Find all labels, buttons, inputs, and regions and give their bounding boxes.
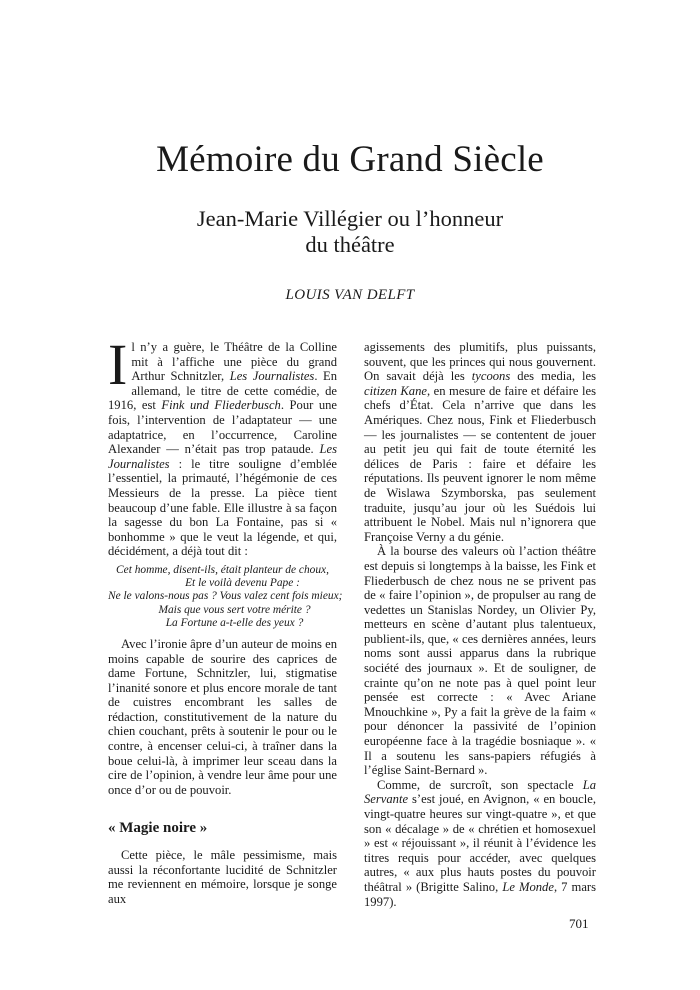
verse-line: Et le voilà devenu Pape : — [185, 577, 300, 590]
subtitle-line-1: Jean-Marie Villégier ou l’honneur — [196, 206, 504, 231]
paragraph: À la bourse des valeurs où l’action théâtre est depuis si longtemps à la baisse, les Fink et Fliederbusch de chez nous ne se privent pas de « faire l’opinion », de propulser au rang de vedettes un Stanislas Nordey, un Olivier Py, metteurs en scène d’autant plus talentueux, publient-ils, que, « ces dernières années, leurs noms sont aussi apparus dans la rubrique société des journaux ». Et de souligner, de crainte qu’on ne note pas à quel point leur pensée est correcte : « Avec Ariane Mnouchkine », Py a fait la grève de la faim « pour dénoncer la passivité de l’opinion européenne face à la tragédie bosniaque ». « Il a soutenu les sans-papiers réfugiés à l’église Saint-Bernard ». — [364, 544, 596, 778]
right-column — [364, 340, 596, 909]
author-name: LOUIS VAN DELFT — [285, 287, 415, 303]
page-title: Mémoire du Grand Siècle — [156, 139, 544, 180]
verse-line: La Fortune a-t-elle des yeux ? — [165, 616, 304, 629]
subtitle — [0, 206, 700, 258]
verse-quote — [108, 563, 343, 630]
paragraph-intro-text: l n’y a guère, le Théâtre de la Colline mit à l’affiche une pièce du grand Arthur Schnitzler, Les Journalistes. En allemand, le titre de cette comédie, de 1916, est Fink und Fliederbusch. Pour une fois, l’intervention de l’adaptateur — une adaptatrice, en l’occurrence, Caroline Alexander — n’était pas trop pataude. Les Journalistes : le titre souligne d’emblée l’essentiel, la primauté, l’hégémonie de ces Messieurs de la presse. La pièce tient beaucoup d’une fable. Elle illustre à sa façon la sagesse du bon La Fontaine, pas si « bonhomme » que le veut la légende, et qui, décidément, a déjà tout dit : — [108, 340, 338, 559]
verse-line: Cet homme, disent-ils, était planteur de choux, — [116, 563, 329, 576]
paragraph: Avec l’ironie âpre d’un auteur de moins en moins capable de sourire des caprices de dame Fortune, Schnitzler, lui, stigmatise l’inanité sonore et plus encore morale de tant de cuistres encombrant les salles de rédaction, constitutivement de la nature du chien couchant, prêts à soutenir le pour ou le contre, à encenser celui-ci, à traîner dans la boue celui-là, à imprimer leur sceau dans la cire de l’opinion, à vendre leur âme pour une once d’or ou de pouvoir. — [108, 636, 337, 797]
page-number: 701 — [569, 916, 589, 931]
paragraph: Cette pièce, le mâle pessimisme, mais aussi la réconfortante lucidité de Schnitzler me reviennent en mémoire, lorsque je songe aux — [108, 848, 337, 906]
section-heading: « Magie noire » — [108, 820, 208, 837]
verse-line: Mais que vous sert votre mérite ? — [158, 603, 311, 616]
subtitle-line-2: du théâtre — [305, 232, 395, 257]
left-column — [108, 332, 343, 906]
paragraph-intro — [108, 332, 338, 559]
verse-line: Ne le valons-nous pas ? Vous valez cent fois mieux; — [108, 590, 343, 603]
paragraph: Comme, de surcroît, son spectacle La Servante s’est joué, en Avignon, « en boucle, vingt-quatre heures sur vingt-quatre », et que son « décalage » de « chrétien et homosexuel » est « réjouissant », il réunit à l’évidence les titres requis pour accéder, avec quelques autres, « aux plus hauts postes du pouvoir théâtral » (Brigitte Salino, Le Monde, 7 mars 1997). — [364, 777, 597, 909]
paragraph: agissements des plumitifs, plus puissants, souvent, que les princes qui nous gouvernent. On savait déjà les tycoons des media, les citizen Kane, en mesure de faire et défaire les chefs d’État. Cela n’arrive que dans les Amériques. Chez nous, Fink et Fliederbusch — les journalistes — se contentent de jouer au petit jeu qui fait de toute éternité les délices de Paris : faire et défaire les réputations. Ils peuvent ignorer le nom même de Wislawa Szymborska, pas seulement traduite, jusqu’au jour où les Suédois lui attribuent le Nobel. Mais nul n’ignorera que Françoise Verny a du génie. — [364, 340, 596, 544]
drop-cap: I — [108, 332, 128, 397]
